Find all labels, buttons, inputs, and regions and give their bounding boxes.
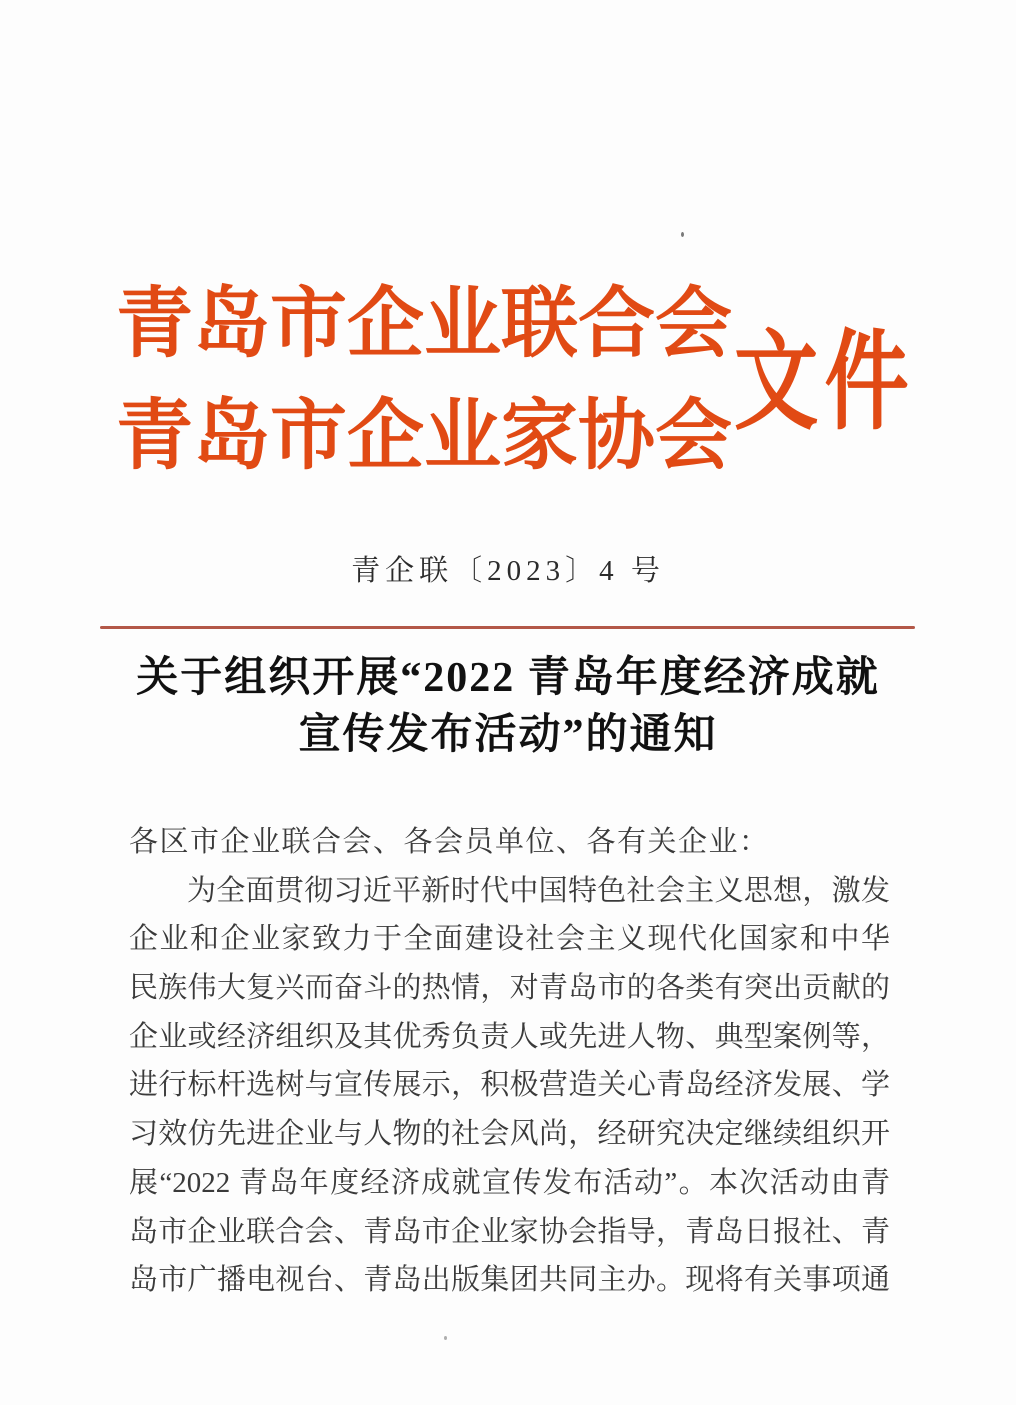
body-line: 岛市企业联合会、青岛市企业家协会指导，青岛日报社、青 (129, 1215, 890, 1248)
title-line2: 宣传发布活动”的通知 (298, 712, 718, 758)
body-line: 企业或经济组织及其优秀负责人或先进人物、典型案例等， (129, 1020, 890, 1053)
scan-speck (681, 232, 684, 237)
salutation-line: 各区市企业联合会、各会员单位、各有关企业： (129, 826, 770, 858)
body-line: 民族伟大复兴而奋斗的热情，对青岛市的各类有突出贡献的 (129, 972, 890, 1005)
document-body (129, 818, 890, 1305)
body-line: 展“2022 青岛年度经济成就宣传发布活动”。本次活动由青 (129, 1166, 890, 1199)
body-line: 为全面贯彻习近平新时代中国特色社会主义思想，激发 (187, 874, 890, 907)
doc-type-label: 文件 (734, 324, 915, 443)
document-title (0, 650, 1016, 764)
body-line: 岛市广播电视台、青岛出版集团共同主办。现将有关事项通 (129, 1264, 890, 1297)
org-name-line2: 青岛市企业家协会 (116, 393, 732, 479)
title-line1: 关于组织开展“2022 青岛年度经济成就 (136, 655, 880, 701)
scan-speck (444, 1336, 447, 1340)
red-divider-line (100, 626, 915, 629)
body-line: 进行标杆选树与宣传展示，积极营造关心青岛经济发展、学 (129, 1069, 890, 1102)
document-number: 青企联〔2023〕4 号 (351, 555, 665, 587)
body-line: 习效仿先进企业与人物的社会风尚，经研究决定继续组织开 (129, 1118, 890, 1151)
org-name-line1: 青岛市企业联合会 (116, 281, 732, 367)
body-line: 企业和企业家致力于全面建设社会主义现代化国家和中华 (129, 923, 890, 956)
